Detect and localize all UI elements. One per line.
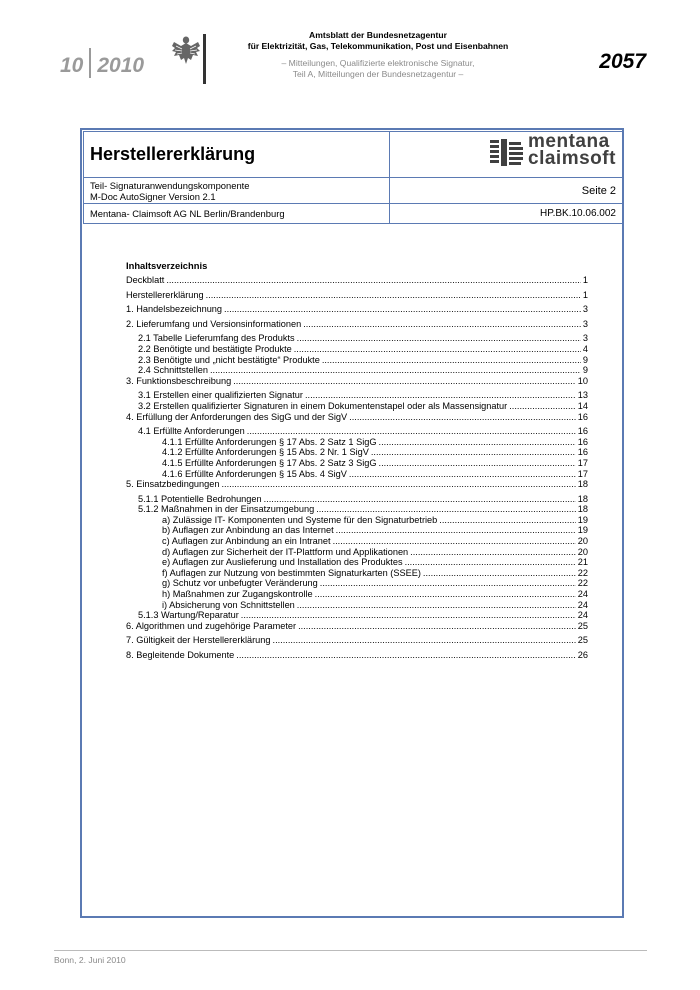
toc-title: Inhaltsverzeichnis: [126, 260, 208, 271]
toc-entry-page: 16: [577, 447, 588, 458]
toc-entry-label: 4.1.5 Erfüllte Anforderungen § 17 Abs. 2 Satz 3 SigG: [162, 457, 377, 468]
footer-date: Bonn, 2. Juni 2010: [54, 955, 126, 965]
toc-entry-page: 10: [577, 375, 588, 386]
toc-leader-dots: [224, 304, 581, 315]
toc-leader-dots: [210, 365, 581, 376]
toc-entry-page: 9: [582, 365, 588, 376]
toc-entry-label: 2.2 Benötigte und bestätigte Produkte: [138, 343, 292, 354]
toc-entry[interactable]: [126, 365, 588, 376]
document-id: HP.BK.10.06.002: [390, 204, 623, 224]
toc-entry-page: 24: [577, 599, 588, 610]
issue-separator: [89, 48, 91, 78]
toc-leader-dots: [264, 494, 576, 505]
toc-entry[interactable]: [126, 290, 588, 301]
toc-leader-dots: [221, 479, 575, 490]
toc-entry-label: 2.4 Schnittstellen: [138, 365, 208, 376]
toc-entry[interactable]: [126, 589, 588, 600]
toc-entry[interactable]: [126, 376, 588, 387]
toc-entry-page: 4: [582, 343, 588, 354]
gazette-title-line1: Amtsblatt der Bundesnetzagentur: [309, 30, 447, 40]
toc-entry-label: 3.2 Erstellen qualifizierter Signaturen in einem Dokumentenstapel oder als Massensignatur: [138, 400, 508, 411]
toc-entry-label: 5. Einsatzbedingungen: [126, 479, 220, 490]
toc-leader-dots: [349, 412, 576, 423]
component-line1: Teil- Signaturanwendungskomponente: [90, 179, 250, 191]
header-divider: [203, 34, 206, 84]
toc-entry[interactable]: [126, 536, 588, 547]
toc-leader-dots: [405, 557, 576, 568]
toc-entry[interactable]: [126, 547, 588, 558]
toc-entry-label: b) Auflagen zur Anbindung an das Internet: [162, 525, 334, 536]
toc-entry-page: 3: [582, 318, 588, 329]
toc-entry-page: 19: [577, 525, 588, 536]
toc-leader-dots: [410, 547, 576, 558]
toc-leader-dots: [236, 650, 575, 661]
toc-leader-dots: [166, 275, 581, 286]
toc-entry-label: Herstellererklärung: [126, 289, 204, 300]
company-name: Mentana- Claimsoft AG NL Berlin/Brandenburg: [84, 204, 390, 224]
toc-entry[interactable]: [126, 437, 588, 448]
toc-entry-page: 9: [582, 354, 588, 365]
gazette-subtitle: [226, 58, 530, 79]
toc-leader-dots: [315, 589, 576, 600]
toc-leader-dots: [371, 447, 576, 458]
toc-entry-label: 6. Algorithmen und zugehörige Parameter: [126, 620, 297, 631]
toc-entry-label: 5.1.3 Wartung/Reparatur: [138, 610, 239, 621]
form-title-cell: [84, 132, 390, 178]
toc-entry-label: 4.1.1 Erfüllte Anforderungen § 17 Abs. 2 Satz 1 SigG: [162, 436, 377, 447]
toc-entry-label: 2.1 Tabelle Lieferumfang des Produkts: [138, 333, 295, 344]
toc-entry-page: 16: [577, 426, 588, 437]
toc-leader-dots: [206, 290, 581, 301]
toc-entry[interactable]: [126, 621, 588, 632]
toc-entry-page: 16: [577, 411, 588, 422]
toc-entry[interactable]: [126, 504, 588, 515]
mentana-claimsoft-logo: [490, 131, 618, 170]
toc-entry[interactable]: [126, 469, 588, 480]
issue-number: [60, 48, 144, 78]
toc-entry-page: 17: [577, 468, 588, 479]
toc-entry[interactable]: [126, 412, 588, 423]
toc-entry[interactable]: [126, 479, 588, 490]
toc-entry-page: 25: [577, 620, 588, 631]
toc-entry[interactable]: [126, 635, 588, 646]
toc-entry-label: 4.1.6 Erfüllte Anforderungen § 15 Abs. 4 SigV: [162, 468, 347, 479]
toc-entry-page: 3: [582, 304, 588, 315]
footer-divider: [54, 950, 647, 951]
toc-leader-dots: [247, 426, 576, 437]
toc-leader-dots: [509, 401, 576, 412]
toc-entry-label: 1. Handelsbezeichnung: [126, 304, 223, 315]
toc-entry-label: a) Zulässige IT- Komponenten und Systeme für den Signaturbetrieb: [162, 514, 438, 525]
toc-leader-dots: [423, 568, 576, 579]
toc-entry-label: 4. Erfüllung der Anforderungen des SigG und der SigV: [126, 411, 348, 422]
toc-entry-label: 5.1.2 Maßnahmen in der Einsatzumgebung: [138, 504, 315, 515]
toc-leader-dots: [298, 621, 576, 632]
gazette-title: [226, 30, 530, 51]
toc-entry-page: 18: [577, 493, 588, 504]
toc-entry-label: e) Auflagen zur Auslieferung und Installation des Produktes: [162, 557, 403, 568]
toc-entry-page: 13: [577, 390, 588, 401]
logo-line2: claimsoft: [528, 148, 616, 169]
toc-entry-page: 19: [577, 514, 588, 525]
toc-entry[interactable]: [126, 600, 588, 611]
toc-leader-dots: [333, 536, 576, 547]
toc-entry-label: 5.1.1 Potentielle Bedrohungen: [138, 493, 262, 504]
toc-entry-label: 4.1.2 Erfüllte Anforderungen § 15 Abs. 2 Nr. 1 SigV: [162, 447, 369, 458]
toc-entry-label: 8. Begleitende Dokumente: [126, 650, 235, 660]
logo-wordmark: [528, 133, 616, 167]
toc-leader-dots: [336, 525, 576, 536]
toc-entry[interactable]: [126, 355, 588, 366]
toc-entry-label: d) Auflagen zur Sicherheit der IT-Plattform und Applikationen: [162, 546, 409, 557]
toc-entry[interactable]: [126, 610, 588, 621]
component-line2: M-Doc AutoSigner Version 2.1: [90, 190, 216, 202]
form-title: Herstellererklärung: [90, 144, 256, 164]
toc-entry-label: 4.1 Erfüllte Anforderungen: [138, 426, 245, 437]
toc-entry[interactable]: [126, 401, 588, 412]
gazette-subtitle-line2: Teil A, Mitteilungen der Bundesnetzagentur –: [292, 68, 464, 79]
toc-entry-page: 20: [577, 546, 588, 557]
toc-entry[interactable]: [126, 344, 588, 355]
toc-leader-dots: [439, 515, 575, 526]
toc-list: [126, 275, 588, 661]
page-number: 2057: [599, 50, 646, 73]
toc-entry[interactable]: [126, 447, 588, 458]
toc-entry[interactable]: [126, 319, 588, 330]
toc-entry-page: 1: [582, 289, 588, 300]
toc-leader-dots: [316, 504, 576, 515]
toc-entry-label: 2. Lieferumfang und Versionsinformationen: [126, 318, 302, 329]
toc-entry-page: 17: [577, 457, 588, 468]
toc-entry[interactable]: [126, 426, 588, 437]
issue-num: 10: [60, 54, 84, 77]
toc-entry[interactable]: [126, 390, 588, 401]
toc-leader-dots: [379, 437, 576, 448]
toc-entry-page: 22: [577, 567, 588, 578]
toc-entry[interactable]: [126, 578, 588, 589]
toc-entry-page: 26: [577, 650, 588, 660]
toc-entry[interactable]: [126, 304, 588, 315]
gazette-subtitle-line1: – Mitteilungen, Qualifizierte elektronische Signatur,: [281, 58, 475, 68]
toc-leader-dots: [303, 319, 581, 330]
toc-entry-page: 14: [577, 400, 588, 411]
toc-leader-dots: [294, 344, 581, 355]
toc-entry-page: 1: [582, 275, 588, 285]
federal-eagle-icon: [171, 32, 201, 66]
toc-entry-page: 18: [577, 479, 588, 490]
toc-leader-dots: [297, 600, 576, 611]
toc-entry-page: 22: [577, 578, 588, 589]
toc-entry-label: h) Maßnahmen zur Zugangskontrolle: [162, 589, 313, 600]
toc-entry[interactable]: [126, 275, 588, 286]
component-cell: [84, 178, 390, 204]
toc-entry[interactable]: [126, 458, 588, 469]
document-frame: [80, 128, 624, 918]
table-of-contents: [126, 260, 588, 661]
toc-entry-label: 7. Gültigkeit der Herstellererklärung: [126, 635, 271, 646]
toc-entry-label: f) Auflagen zur Nutzung von bestimmten Signaturkarten (SSEE): [162, 567, 421, 578]
toc-entry-label: i) Absicherung von Schnittstellen: [162, 599, 295, 610]
toc-entry-page: 18: [577, 504, 588, 515]
toc-entry-label: g) Schutz vor unbefugter Veränderung: [162, 578, 318, 589]
page-label: Seite 2: [390, 178, 623, 204]
toc-entry-page: 24: [577, 610, 588, 621]
toc-leader-dots: [379, 458, 576, 469]
toc-entry-label: Deckblatt: [126, 275, 165, 285]
toc-entry-label: 2.3 Benötigte und „nicht bestätigte“ Produkte: [138, 354, 320, 365]
toc-entry-page: 21: [577, 557, 588, 568]
toc-leader-dots: [241, 610, 576, 621]
toc-entry-page: 3: [582, 333, 588, 344]
logo-line1: mentana: [528, 131, 610, 152]
toc-entry[interactable]: [126, 525, 588, 536]
toc-entry-label: c) Auflagen zur Anbindung an ein Intranet: [162, 536, 331, 547]
toc-entry-page: 24: [577, 589, 588, 600]
toc-leader-dots: [349, 469, 576, 480]
toc-leader-dots: [297, 333, 581, 344]
toc-entry[interactable]: [126, 515, 588, 526]
toc-entry[interactable]: [126, 333, 588, 344]
gazette-title-line2: für Elektrizität, Gas, Telekommunikation, Post und Eisenbahnen: [247, 40, 509, 51]
toc-entry-label: 3.1 Erstellen einer qualifizierten Signatur: [138, 390, 303, 401]
toc-entry-page: 16: [577, 436, 588, 447]
toc-entry[interactable]: [126, 494, 588, 505]
toc-entry-page: 25: [577, 635, 588, 646]
issue-year: 2010: [97, 54, 145, 77]
toc-leader-dots: [233, 376, 576, 387]
toc-leader-dots: [322, 355, 581, 366]
toc-entry[interactable]: [126, 568, 588, 579]
toc-entry[interactable]: [126, 650, 588, 661]
toc-leader-dots: [273, 635, 576, 646]
toc-entry-label: 3. Funktionsbeschreibung: [126, 375, 232, 386]
logo-mark-icon: [490, 139, 524, 167]
toc-leader-dots: [305, 390, 576, 401]
toc-leader-dots: [320, 578, 576, 589]
toc-entry-page: 20: [577, 536, 588, 547]
toc-entry[interactable]: [126, 557, 588, 568]
